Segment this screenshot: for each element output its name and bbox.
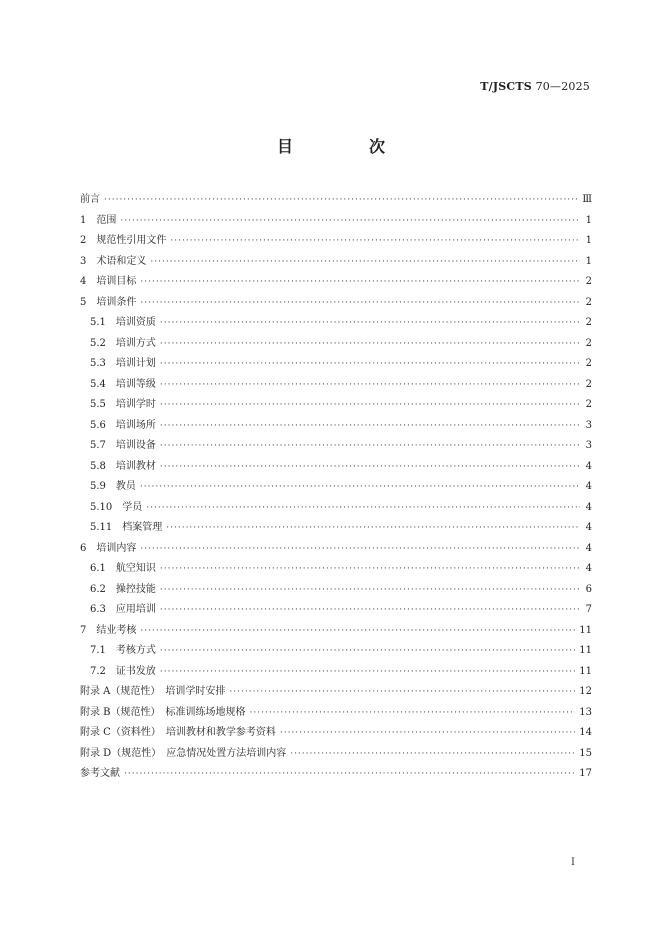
toc-entry-page: 2 bbox=[585, 378, 592, 390]
toc-dot-leader bbox=[140, 293, 580, 314]
toc-entry-label: 5.1 培训资质 bbox=[90, 317, 156, 328]
toc-dot-leader bbox=[160, 313, 580, 334]
document-code-prefix: T/JSCTS bbox=[480, 80, 532, 93]
toc-dot-leader bbox=[140, 477, 580, 498]
toc-entry-page: 13 bbox=[579, 706, 592, 718]
toc-entry[interactable] bbox=[80, 272, 592, 293]
toc-entry[interactable] bbox=[80, 375, 592, 396]
toc-entry-page: 17 bbox=[579, 768, 592, 779]
toc-entry-label: 5.6 培训场所 bbox=[90, 419, 156, 431]
table-of-contents bbox=[80, 190, 592, 785]
toc-entry[interactable] bbox=[80, 211, 592, 232]
toc-entry-page: 2 bbox=[585, 317, 592, 328]
toc-dot-leader bbox=[160, 600, 580, 621]
toc-entry-label: 6.1 航空知识 bbox=[90, 563, 156, 574]
toc-entry[interactable] bbox=[80, 313, 592, 334]
toc-dot-leader bbox=[146, 498, 580, 519]
toc-entry-label: 前言 bbox=[80, 194, 100, 205]
toc-entry[interactable] bbox=[80, 190, 592, 211]
toc-entry-label: 1 范围 bbox=[80, 214, 117, 226]
toc-entry-label: 2 规范性引用文件 bbox=[80, 235, 167, 246]
toc-dot-leader bbox=[229, 682, 575, 703]
toc-entry-page: 4 bbox=[585, 481, 592, 492]
document-code-suffix: 70—2025 bbox=[531, 80, 590, 93]
toc-entry[interactable] bbox=[80, 498, 592, 519]
toc-dot-leader bbox=[160, 334, 580, 355]
toc-entry-label: 附录 A（规范性） 培训学时安排 bbox=[80, 686, 226, 697]
toc-entry-page: 3 bbox=[585, 440, 592, 451]
toc-dot-leader bbox=[160, 375, 580, 396]
toc-entry-page: 4 bbox=[585, 501, 592, 513]
toc-entry-page: 1 bbox=[585, 214, 592, 226]
toc-entry[interactable] bbox=[80, 354, 592, 375]
toc-entry-label: 5.9 教员 bbox=[90, 481, 136, 492]
toc-entry-label: 5.10 学员 bbox=[90, 501, 143, 513]
toc-entry-label: 5.3 培训计划 bbox=[90, 358, 156, 369]
toc-entry-page: 2 bbox=[585, 358, 592, 369]
toc-entry-label: 3 术语和定义 bbox=[80, 255, 147, 267]
toc-entry-page: 3 bbox=[585, 419, 592, 431]
toc-entry-label: 7.2 证书发放 bbox=[90, 665, 156, 677]
toc-dot-leader bbox=[140, 621, 575, 642]
toc-dot-leader bbox=[160, 436, 580, 457]
document-code bbox=[480, 80, 590, 93]
toc-dot-leader bbox=[140, 272, 580, 293]
toc-dot-leader bbox=[160, 416, 580, 437]
toc-entry[interactable] bbox=[80, 231, 592, 252]
toc-entry-label: 6.3 应用培训 bbox=[90, 604, 156, 615]
toc-entry-label: 7 结业考核 bbox=[80, 624, 137, 636]
toc-entry-label: 7.1 考核方式 bbox=[90, 645, 156, 656]
toc-dot-leader bbox=[160, 559, 580, 580]
toc-dot-leader bbox=[104, 190, 578, 211]
toc-entry[interactable] bbox=[80, 682, 592, 703]
toc-entry[interactable] bbox=[80, 600, 592, 621]
toc-dot-leader bbox=[170, 231, 580, 252]
page-number: I bbox=[571, 857, 575, 868]
toc-dot-leader bbox=[160, 580, 580, 601]
toc-entry-label: 5.8 培训教材 bbox=[90, 460, 156, 472]
toc-entry-page: 7 bbox=[585, 604, 592, 615]
toc-entry-page: 15 bbox=[579, 747, 592, 759]
toc-entry[interactable] bbox=[80, 252, 592, 273]
toc-dot-leader bbox=[166, 518, 580, 539]
toc-entry-page: 11 bbox=[579, 624, 592, 636]
toc-entry-page: 4 bbox=[585, 563, 592, 574]
toc-entry-page: 4 bbox=[585, 522, 592, 533]
toc-dot-leader bbox=[124, 764, 575, 785]
toc-entry-page: 11 bbox=[579, 645, 592, 656]
toc-dot-leader bbox=[160, 641, 575, 662]
toc-entry-label: 6.2 操控技能 bbox=[90, 583, 156, 595]
toc-entry-page: 11 bbox=[579, 665, 592, 677]
toc-entry-label: 5.5 培训学时 bbox=[90, 399, 156, 410]
toc-entry[interactable] bbox=[80, 334, 592, 355]
toc-entry[interactable] bbox=[80, 457, 592, 478]
toc-entry-label: 4 培训目标 bbox=[80, 276, 137, 287]
toc-entry-label: 参考文献 bbox=[80, 768, 120, 779]
toc-entry[interactable] bbox=[80, 662, 592, 683]
toc-entry-label: 附录 C（资料性） 培训教材和教学参考资料 bbox=[80, 727, 276, 738]
toc-entry-page: 1 bbox=[585, 235, 592, 246]
toc-dot-leader bbox=[140, 539, 580, 560]
toc-dot-leader bbox=[160, 354, 580, 375]
toc-entry[interactable] bbox=[80, 621, 592, 642]
toc-dot-leader bbox=[250, 703, 576, 724]
toc-dot-leader bbox=[160, 395, 580, 416]
toc-entry-label: 5.2 培训方式 bbox=[90, 337, 156, 349]
toc-entry-label: 6 培训内容 bbox=[80, 542, 137, 554]
toc-entry-page: 2 bbox=[585, 337, 592, 349]
toc-entry[interactable] bbox=[80, 580, 592, 601]
toc-entry[interactable] bbox=[80, 477, 592, 498]
toc-entry-page: 4 bbox=[585, 460, 592, 472]
toc-entry[interactable] bbox=[80, 744, 592, 765]
toc-entry[interactable] bbox=[80, 764, 592, 785]
toc-title: 目 次 bbox=[276, 137, 415, 156]
toc-entry[interactable] bbox=[80, 539, 592, 560]
toc-dot-leader bbox=[160, 457, 580, 478]
toc-entry-page: 2 bbox=[585, 296, 592, 308]
toc-dot-leader bbox=[290, 744, 575, 765]
toc-entry[interactable] bbox=[80, 703, 592, 724]
toc-entry-label: 5.11 档案管理 bbox=[90, 522, 163, 533]
toc-entry-label: 5 培训条件 bbox=[80, 296, 137, 308]
toc-entry-page: 2 bbox=[585, 399, 592, 410]
toc-entry[interactable] bbox=[80, 518, 592, 539]
toc-entry[interactable] bbox=[80, 559, 592, 580]
toc-entry[interactable] bbox=[80, 395, 592, 416]
toc-entry[interactable] bbox=[80, 641, 592, 662]
toc-entry[interactable] bbox=[80, 416, 592, 437]
toc-entry-label: 5.4 培训等级 bbox=[90, 378, 156, 390]
toc-entry-page: 12 bbox=[579, 686, 592, 697]
toc-entry-label: 5.7 培训设备 bbox=[90, 440, 156, 451]
toc-dot-leader bbox=[120, 211, 580, 232]
toc-entry-page: 14 bbox=[579, 727, 592, 738]
toc-entry-page: 6 bbox=[585, 583, 592, 595]
toc-entry-label: 附录 D（规范性） 应急情况处置方法培训内容 bbox=[80, 747, 287, 759]
toc-entry[interactable] bbox=[80, 293, 592, 314]
toc-dot-leader bbox=[280, 723, 575, 744]
toc-entry[interactable] bbox=[80, 436, 592, 457]
toc-entry-page: 4 bbox=[585, 542, 592, 554]
toc-entry[interactable] bbox=[80, 723, 592, 744]
toc-entry-page: 2 bbox=[585, 276, 592, 287]
toc-entry-page: 1 bbox=[585, 255, 592, 267]
toc-dot-leader bbox=[150, 252, 580, 273]
toc-entry-label: 附录 B（规范性） 标准训练场地规格 bbox=[80, 706, 246, 718]
toc-dot-leader bbox=[160, 662, 575, 683]
toc-entry-page: Ⅲ bbox=[582, 194, 592, 205]
